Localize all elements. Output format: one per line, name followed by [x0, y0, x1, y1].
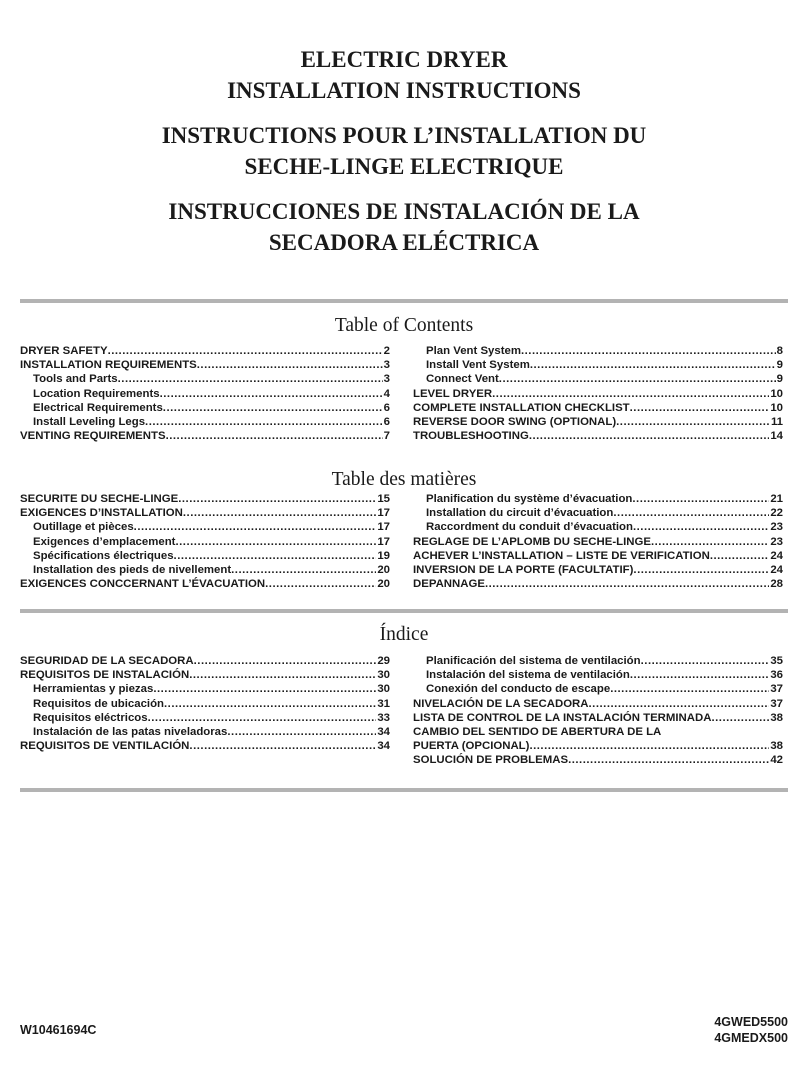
toc-entry[interactable]: EXIGENCES D’INSTALLATION ..... 17	[20, 506, 390, 520]
toc-entry[interactable]: Instalación de las patas niveladoras ..... 34	[20, 725, 390, 739]
title-line: INSTALLATION INSTRUCTIONS	[227, 78, 581, 103]
toc-entry[interactable]: COMPLETE INSTALLATION CHECKLIST ..... 10	[413, 401, 783, 415]
title-line: INSTRUCCIONES DE INSTALACIÓN DE LA	[168, 199, 640, 224]
toc-entry[interactable]: EXIGENCES CONCCERNANT L’ÉVACUATION ..... 20	[20, 577, 390, 591]
toc-entry[interactable]: Requisitos de ubicación ..... 31	[20, 697, 390, 711]
toc-entry[interactable]: SOLUCIÓN DE PROBLEMAS ..... 42	[413, 753, 783, 767]
title-line: INSTRUCTIONS POUR L’INSTALLATION DU	[161, 123, 647, 148]
toc-es-right-column	[413, 654, 783, 768]
toc-entry[interactable]: Conexión del conducto de escape ..... 37	[413, 682, 783, 696]
toc-en-left-column	[20, 344, 390, 443]
toc-entry[interactable]: CAMBIO DEL SENTIDO DE ABERTURA DE LA	[413, 725, 662, 738]
part-number: W10461694C	[20, 1023, 97, 1037]
toc-entry[interactable]: Tools and Parts ..... 3	[20, 372, 390, 386]
toc-es-left-column	[20, 654, 390, 753]
divider-middle	[20, 609, 788, 613]
title-french	[0, 120, 808, 182]
toc-entry[interactable]: Outillage et pièces ..... 17	[20, 520, 390, 534]
title-spanish	[0, 196, 808, 258]
title-line: SECADORA ELÉCTRICA	[268, 230, 540, 255]
toc-entry[interactable]: Spécifications électriques ..... 19	[20, 549, 390, 563]
toc-entry[interactable]: Install Leveling Legs ..... 6	[20, 415, 390, 429]
model-number: 4GMEDX500	[714, 1031, 788, 1045]
toc-heading-spanish: Índice	[379, 624, 429, 645]
divider-bottom	[20, 788, 788, 792]
toc-entry[interactable]: SECURITE DU SECHE-LINGE ..... 15	[20, 492, 390, 506]
toc-entry[interactable]: Location Requirements ..... 4	[20, 387, 390, 401]
toc-entry[interactable]: Exigences d’emplacement ..... 17	[20, 535, 390, 549]
toc-entry[interactable]: ACHEVER L’INSTALLATION – LISTE DE VERIFICATION ..... 24	[413, 549, 783, 563]
toc-entry[interactable]: INSTALLATION REQUIREMENTS ..... 3	[20, 358, 390, 372]
document-titles	[0, 44, 808, 272]
model-number: 4GWED5500	[714, 1015, 788, 1029]
toc-en-right-column	[413, 344, 783, 443]
toc-fr-right-column	[413, 492, 783, 591]
toc-heading-french: Table des matières	[331, 469, 477, 490]
toc-entry[interactable]: Install Vent System ..... 9	[413, 358, 783, 372]
toc-entry[interactable]: TROUBLESHOOTING ..... 14	[413, 429, 783, 443]
toc-entry[interactable]: DRYER SAFETY ..... 2	[20, 344, 390, 358]
toc-entry[interactable]: REQUISITOS DE VENTILACIÓN ..... 34	[20, 739, 390, 753]
toc-fr-left-column	[20, 492, 390, 591]
toc-heading-english: Table of Contents	[334, 315, 474, 336]
toc-entry[interactable]: PUERTA (OPCIONAL) ..... 38	[413, 739, 783, 753]
toc-entry[interactable]: Installation du circuit d’évacuation ..... 22	[413, 506, 783, 520]
toc-entry[interactable]: REGLAGE DE L’APLOMB DU SECHE-LINGE ..... 23	[413, 535, 783, 549]
toc-entry[interactable]: Herramientas y piezas ..... 30	[20, 682, 390, 696]
toc-entry[interactable]: Planification du système d’évacuation ..... 21	[413, 492, 783, 506]
toc-entry[interactable]: Electrical Requirements ..... 6	[20, 401, 390, 415]
toc-entry[interactable]: NIVELACIÓN DE LA SECADORA ..... 37	[413, 697, 783, 711]
toc-entry[interactable]: SEGURIDAD DE LA SECADORA ..... 29	[20, 654, 390, 668]
toc-entry[interactable]: DEPANNAGE ..... 28	[413, 577, 783, 591]
title-line: SECHE-LINGE ELECTRIQUE	[244, 154, 564, 179]
toc-entry[interactable]: Raccordment du conduit d’évacuation ..... 23	[413, 520, 783, 534]
toc-entry[interactable]: REVERSE DOOR SWING (OPTIONAL) ..... 11	[413, 415, 783, 429]
toc-entry[interactable]: REQUISITOS DE INSTALACIÓN ..... 30	[20, 668, 390, 682]
toc-entry[interactable]: Plan Vent System ..... 8	[413, 344, 783, 358]
toc-entry[interactable]: Instalación del sistema de ventilación ..... 36	[413, 668, 783, 682]
toc-entry[interactable]: Planificación del sistema de ventilación ..... 35	[413, 654, 783, 668]
divider-top	[20, 299, 788, 303]
toc-entry[interactable]: LISTA DE CONTROL DE LA INSTALACIÓN TERMINADA ..... 38	[413, 711, 783, 725]
title-english	[0, 44, 808, 106]
toc-entry[interactable]: Installation des pieds de nivellement ..... 20	[20, 563, 390, 577]
toc-entry[interactable]: INVERSION DE LA PORTE (FACULTATIF) ..... 24	[413, 563, 783, 577]
title-line: ELECTRIC DRYER	[300, 47, 508, 72]
model-numbers	[714, 1014, 788, 1046]
toc-entry[interactable]: Requisitos eléctricos ..... 33	[20, 711, 390, 725]
toc-entry[interactable]: VENTING REQUIREMENTS ..... 7	[20, 429, 390, 443]
toc-entry[interactable]: Connect Vent ..... 9	[413, 372, 783, 386]
toc-entry[interactable]: LEVEL DRYER ..... 10	[413, 387, 783, 401]
